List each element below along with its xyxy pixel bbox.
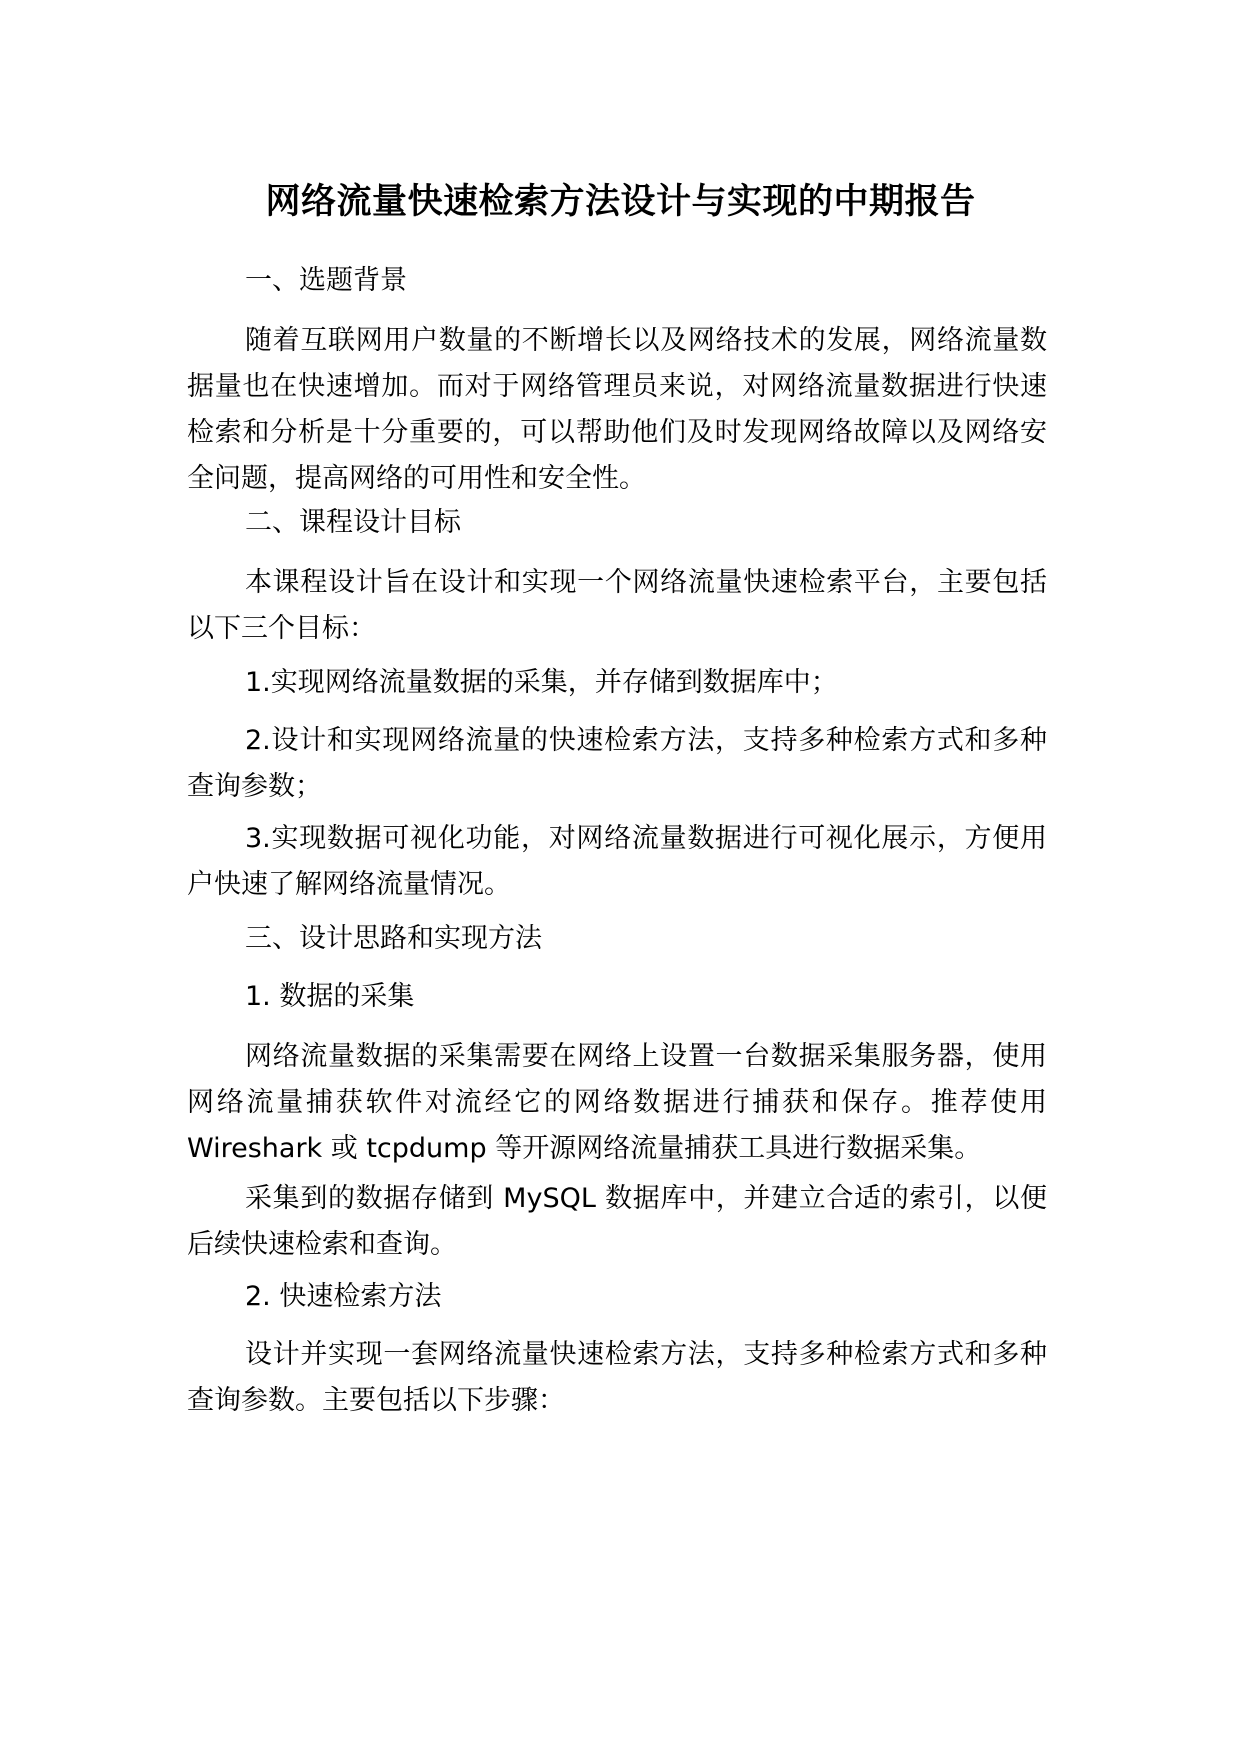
document-title: 网络流量快速检索方法设计与实现的中期报告 (265, 182, 976, 222)
paragraph-fast-retrieval: 设计并实现一套网络流量快速检索方法，支持多种检索方式和多种查询参数。主要包括以下步骤： (187, 1339, 1047, 1416)
paragraph-background: 随着互联网用户数量的不断增长以及网络技术的发展，网络流量数据量也在快速增加。而对于网络管理员来说，对网络流量数据进行快速检索和分析是十分重要的，可以帮助他们及时发现网络故障以及网络安全问题，提高网络的可用性和安全性。 (187, 325, 1047, 494)
goal-item-3: 3.实现数据可视化功能，对网络流量数据进行可视化展示，方便用户快速了解网络流量情况。 (187, 823, 1047, 900)
paragraph-goals-intro: 本课程设计旨在设计和实现一个网络流量快速检索平台，主要包括以下三个目标： (187, 567, 1047, 644)
section-heading-design: 三、设计思路和实现方法 (245, 923, 542, 954)
subheading-fast-retrieval: 2. 快速检索方法 (245, 1281, 442, 1312)
section-heading-background: 一、选题背景 (245, 265, 407, 296)
paragraph-data-collection: 网络流量数据的采集需要在网络上设置一台数据采集服务器，使用网络流量捕获软件对流经它的网络数据进行捕获和保存。推荐使用 Wireshark 或 tcpdump 等开源网络流量捕获工具进行数据采集。 (187, 1041, 1047, 1164)
section-heading-goals: 二、课程设计目标 (245, 507, 461, 538)
goal-item-2: 2.设计和实现网络流量的快速检索方法，支持多种检索方式和多种查询参数； (187, 725, 1047, 802)
goal-item-1: 1.实现网络流量数据的采集，并存储到数据库中； (245, 667, 838, 698)
subheading-data-collection: 1. 数据的采集 (245, 981, 415, 1012)
paragraph-data-storage: 采集到的数据存储到 MySQL 数据库中，并建立合适的索引，以便后续快速检索和查询。 (187, 1183, 1047, 1260)
